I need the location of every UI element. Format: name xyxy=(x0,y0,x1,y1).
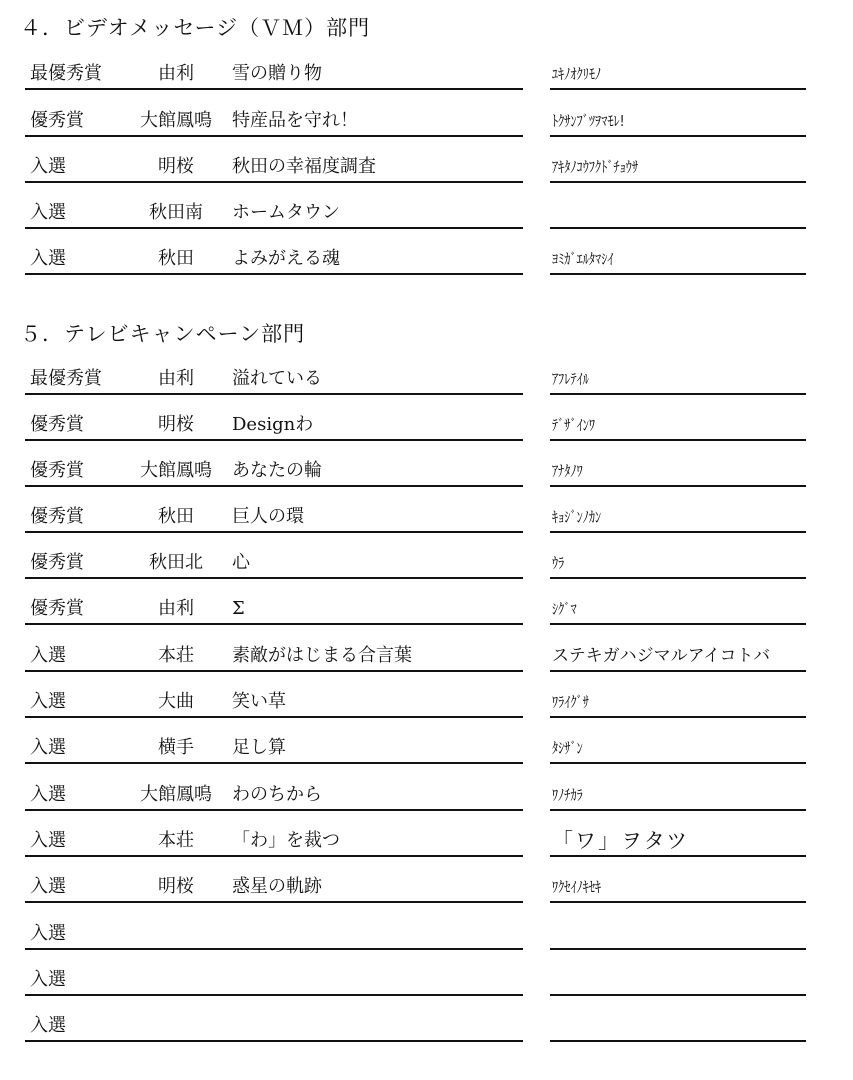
table-row xyxy=(0,237,853,277)
school-name: 明桜 xyxy=(158,156,194,177)
underline xyxy=(25,181,523,183)
underline xyxy=(25,670,523,672)
school-name: 明桜 xyxy=(158,414,194,435)
underline xyxy=(550,577,806,579)
award-rank: 入選 xyxy=(30,202,66,223)
underline xyxy=(25,855,523,857)
school-name: 横手 xyxy=(158,737,194,758)
work-kana: ｳﾗ xyxy=(552,554,565,572)
work-kana: ステキガハジマルアイコトバ xyxy=(552,646,771,666)
school-name: 大曲 xyxy=(158,691,194,712)
underline xyxy=(550,1040,806,1042)
school-name: 本荘 xyxy=(158,645,194,666)
award-rank: 優秀賞 xyxy=(30,598,84,619)
underline xyxy=(25,439,523,441)
work-title: 心 xyxy=(232,552,250,573)
table-row xyxy=(0,191,853,231)
work-title: あなたの輪 xyxy=(232,460,322,481)
work-title: ホームタウン xyxy=(232,202,340,223)
underline xyxy=(550,809,806,811)
school-name: 秋田北 xyxy=(149,552,203,573)
work-kana: ﾜｸｾｲﾉｷｾｷ xyxy=(552,878,602,896)
underline xyxy=(550,393,806,395)
underline xyxy=(25,901,523,903)
work-title: 雪の贈り物 xyxy=(232,63,322,84)
school-name: 本荘 xyxy=(158,830,194,851)
award-rank: 最優秀賞 xyxy=(30,63,102,84)
school-name: 秋田 xyxy=(158,248,194,269)
table-row xyxy=(0,99,853,139)
table-row xyxy=(0,403,853,443)
underline xyxy=(25,762,523,764)
award-rank: 優秀賞 xyxy=(30,506,84,527)
work-title: 笑い草 xyxy=(232,691,286,712)
award-rank: 入選 xyxy=(30,248,66,269)
school-name: 由利 xyxy=(158,598,194,619)
underline xyxy=(550,623,806,625)
table-row xyxy=(0,865,853,905)
work-kana: ｼｸﾞﾏ xyxy=(552,600,577,618)
table-row xyxy=(0,52,853,92)
table-row xyxy=(0,495,853,535)
underline xyxy=(550,716,806,718)
underline xyxy=(550,762,806,764)
underline xyxy=(550,901,806,903)
work-kana: ﾖﾐｶﾞｴﾙﾀﾏｼｲ xyxy=(552,250,614,268)
table-row xyxy=(0,680,853,720)
work-kana: 「ワ」ヲタツ xyxy=(552,829,690,853)
underline xyxy=(550,994,806,996)
award-rank: 入選 xyxy=(30,784,66,805)
underline xyxy=(25,716,523,718)
work-title: 特産品を守れ！ xyxy=(232,110,358,131)
underline xyxy=(25,623,523,625)
work-kana: ﾄｸｻﾝﾌﾞﾂｦﾏﾓﾚ! xyxy=(552,112,625,130)
table-row xyxy=(0,773,853,813)
underline xyxy=(25,485,523,487)
award-rank: 優秀賞 xyxy=(30,460,84,481)
underline xyxy=(25,994,523,996)
table-row xyxy=(0,819,853,859)
work-title: よみがえる魂 xyxy=(232,248,340,269)
underline xyxy=(25,948,523,950)
school-name: 秋田 xyxy=(158,506,194,527)
work-title: 惑星の軌跡 xyxy=(232,876,322,897)
school-name: 秋田南 xyxy=(149,202,203,223)
underline xyxy=(25,273,523,275)
school-name: 明桜 xyxy=(158,876,194,897)
underline xyxy=(25,393,523,395)
underline xyxy=(25,227,523,229)
work-title: わのちから xyxy=(232,784,322,805)
underline xyxy=(550,670,806,672)
table-row xyxy=(0,634,853,674)
work-title: Σ xyxy=(232,598,245,619)
work-kana: ｱｷﾀﾉｺｳﾌｸﾄﾞﾁｮｳｻ xyxy=(552,158,639,176)
table-row xyxy=(0,912,853,952)
award-rank: 入選 xyxy=(30,1015,66,1036)
table-row xyxy=(0,726,853,766)
school-name: 大館鳳鳴 xyxy=(140,110,212,131)
work-title: 「わ」を裁つ xyxy=(232,830,340,851)
underline xyxy=(25,1040,523,1042)
work-title: 巨人の環 xyxy=(232,506,304,527)
table-row xyxy=(0,1004,853,1044)
table-row xyxy=(0,958,853,998)
work-title: 素敵がはじまる合言葉 xyxy=(232,645,412,666)
work-kana: ﾜﾉﾁｶﾗ xyxy=(552,786,583,804)
award-rank: 優秀賞 xyxy=(30,414,84,435)
work-kana: ﾃﾞｻﾞｲﾝﾜ xyxy=(552,416,596,434)
underline xyxy=(25,531,523,533)
award-rank: 入選 xyxy=(30,156,66,177)
award-rank: 入選 xyxy=(30,737,66,758)
underline xyxy=(550,855,806,857)
award-rank: 入選 xyxy=(30,830,66,851)
award-rank: 優秀賞 xyxy=(30,110,84,131)
underline xyxy=(550,439,806,441)
work-kana: ﾜﾗｲｸﾞｻ xyxy=(552,693,589,711)
award-rank: 入選 xyxy=(30,923,66,944)
school-name: 由利 xyxy=(158,368,194,389)
work-title: Designわ xyxy=(232,414,314,435)
work-kana: ｱﾌﾚﾃｲﾙ xyxy=(552,370,589,388)
school-name: 由利 xyxy=(158,63,194,84)
award-rank: 入選 xyxy=(30,876,66,897)
work-title: 溢れている xyxy=(232,368,322,389)
underline xyxy=(550,485,806,487)
section-4-title: ４．ビデオメッセージ（ＶＭ）部門 xyxy=(20,16,371,40)
work-kana: ﾕｷﾉｵｸﾘﾓﾉ xyxy=(552,65,602,83)
underline xyxy=(25,88,523,90)
award-rank: 入選 xyxy=(30,691,66,712)
underline xyxy=(550,948,806,950)
award-rank: 入選 xyxy=(30,645,66,666)
underline xyxy=(550,135,806,137)
work-title: 秋田の幸福度調査 xyxy=(232,156,376,177)
work-kana: ｷｮｼﾞﾝﾉｶﾝ xyxy=(552,508,602,526)
underline xyxy=(25,809,523,811)
table-row xyxy=(0,357,853,397)
award-rank: 優秀賞 xyxy=(30,552,84,573)
work-title: 足し算 xyxy=(232,737,286,758)
award-rank: 最優秀賞 xyxy=(30,368,102,389)
underline xyxy=(25,577,523,579)
table-row xyxy=(0,145,853,185)
table-row xyxy=(0,587,853,627)
table-row xyxy=(0,449,853,489)
underline xyxy=(550,273,806,275)
underline xyxy=(25,135,523,137)
underline xyxy=(550,227,806,229)
school-name: 大館鳳鳴 xyxy=(140,460,212,481)
work-kana: ﾀｼｻﾞﾝ xyxy=(552,739,583,757)
work-kana: ｱﾅﾀﾉﾜ xyxy=(552,462,583,480)
table-row xyxy=(0,541,853,581)
section-5-title: ５．テレビキャンペーン部門 xyxy=(20,322,306,346)
underline xyxy=(550,181,806,183)
school-name: 大館鳳鳴 xyxy=(140,784,212,805)
underline xyxy=(550,88,806,90)
award-rank: 入選 xyxy=(30,969,66,990)
underline xyxy=(550,531,806,533)
